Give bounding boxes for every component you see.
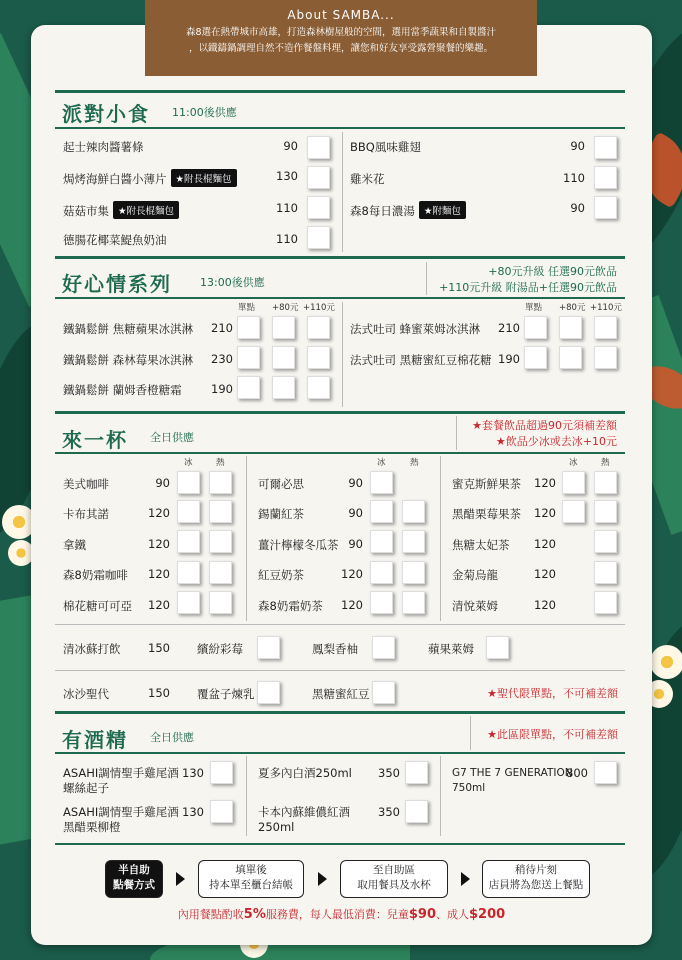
hot-checkbox[interactable] xyxy=(594,561,617,584)
hot-checkbox[interactable] xyxy=(209,561,232,584)
order-checkbox[interactable] xyxy=(405,800,428,823)
upgrade-110-checkbox[interactable] xyxy=(307,376,330,399)
smoothie-option: 覆盆子煉乳 xyxy=(197,687,255,701)
iced-checkbox[interactable] xyxy=(370,471,393,494)
order-checkbox[interactable] xyxy=(594,761,617,784)
order-checkbox[interactable] xyxy=(594,196,617,219)
menu-item: 雞米花 xyxy=(350,172,385,186)
drink-item: 錫蘭紅茶 xyxy=(258,507,304,521)
order-checkbox[interactable] xyxy=(210,761,233,784)
iced-checkbox[interactable] xyxy=(177,561,200,584)
soda-option: 鳳梨香柚 xyxy=(312,642,358,656)
alcohol-item: G7 THE 7 GENERATION 750ml xyxy=(452,767,573,794)
drink-title: 來一杯 xyxy=(62,428,128,452)
iced-checkbox[interactable] xyxy=(562,500,585,523)
step-utensils: 至自助區 取用餐具及水杯 xyxy=(340,860,448,898)
iced-checkbox[interactable] xyxy=(370,530,393,553)
menu-item: 菇菇市集 ★附長棍麵包 xyxy=(63,201,179,219)
single-checkbox[interactable] xyxy=(237,346,260,369)
iced-checkbox[interactable] xyxy=(177,530,200,553)
upgrade-110-checkbox[interactable] xyxy=(307,346,330,369)
section-divider xyxy=(55,843,625,845)
iced-checkbox[interactable] xyxy=(177,591,200,614)
drink-item: 紅豆奶茶 xyxy=(258,568,304,582)
smoothie-option: 黑糖蜜紅豆 xyxy=(312,687,370,701)
section-divider xyxy=(55,452,625,454)
hot-checkbox[interactable] xyxy=(209,471,232,494)
soda-option-checkbox[interactable] xyxy=(486,636,509,659)
hot-checkbox[interactable] xyxy=(402,591,425,614)
arrow-right-icon xyxy=(176,872,185,886)
hot-checkbox[interactable] xyxy=(594,591,617,614)
soda-option: 繽紛彩莓 xyxy=(197,642,243,656)
menu-item: 鐵鍋鬆餅 森林莓果冰淇淋 xyxy=(63,353,194,367)
section-divider xyxy=(55,90,625,93)
hot-checkbox[interactable] xyxy=(209,500,232,523)
mood-time: 13:00後供應 xyxy=(200,276,265,289)
drink-item: 黑醋栗莓果茶 xyxy=(452,507,521,521)
section-divider xyxy=(55,711,625,714)
soda-option: 蘋果萊姆 xyxy=(428,642,474,656)
upgrade-80-checkbox[interactable] xyxy=(272,376,295,399)
bread-badge: ★附長棍麵包 xyxy=(171,169,237,187)
smoothie-option-checkbox[interactable] xyxy=(257,681,280,704)
iced-checkbox[interactable] xyxy=(562,471,585,494)
hot-checkbox[interactable] xyxy=(594,500,617,523)
alcohol-item: 夏多內白酒250ml xyxy=(258,766,352,780)
alcohol-note: ★此區限單點，不可補差額 xyxy=(487,728,618,741)
menu-item: 德腸花椰菜鯷魚奶油 xyxy=(63,233,167,247)
menu-item: 法式吐司 蜂蜜萊姆冰淇淋 xyxy=(350,322,481,336)
hot-checkbox[interactable] xyxy=(402,561,425,584)
arrow-right-icon xyxy=(461,872,470,886)
menu-item: 起士辣肉醬薯條 xyxy=(63,140,144,154)
about-banner xyxy=(145,0,537,76)
soda-option-checkbox[interactable] xyxy=(257,636,280,659)
section-divider xyxy=(55,297,625,299)
drink-item: 拿鐵 xyxy=(63,538,86,552)
hot-checkbox[interactable] xyxy=(594,471,617,494)
hot-checkbox[interactable] xyxy=(402,530,425,553)
drink-time: 全日供應 xyxy=(150,431,194,444)
menu-item: BBQ風味雞翅 xyxy=(350,140,421,154)
iced-checkbox[interactable] xyxy=(177,471,200,494)
upgrade-110-checkbox[interactable] xyxy=(594,316,617,339)
section-divider xyxy=(55,752,625,754)
order-checkbox[interactable] xyxy=(307,226,330,249)
smoothie-item: 冰沙聖代 xyxy=(63,687,109,701)
ordering-method-label: 半自助 點餐方式 xyxy=(105,860,163,898)
hot-checkbox[interactable] xyxy=(594,530,617,553)
order-checkbox[interactable] xyxy=(307,136,330,159)
iced-checkbox[interactable] xyxy=(370,591,393,614)
mood-note: +80元升級 任選90元飲品 +110元升級 附湯品+任選90元飲品 xyxy=(439,265,617,294)
iced-checkbox[interactable] xyxy=(177,500,200,523)
alcohol-item: ASAHI調情聖手雞尾酒 螺絲起子 xyxy=(63,766,179,795)
drink-item: 可爾必思 xyxy=(258,477,304,491)
section-divider xyxy=(55,127,625,129)
alcohol-item: ASAHI調情聖手雞尾酒 黑醋栗柳橙 xyxy=(63,805,179,834)
alcohol-item: 卡本內蘇維儂紅酒 250ml xyxy=(258,805,350,834)
menu-item: 法式吐司 黑糖蜜紅豆棉花糖 xyxy=(350,353,492,367)
menu-item: 焗烤海鮮白醬小薄片 ★附長棍麵包 xyxy=(63,169,237,187)
alcohol-title: 有酒精 xyxy=(62,728,128,752)
smoothie-note: ★聖代限單點，不可補差額 xyxy=(487,687,618,700)
drink-item: 卡布其諾 xyxy=(63,507,109,521)
alcohol-time: 全日供應 xyxy=(150,731,194,744)
party-title: 派對小食 xyxy=(62,102,150,126)
about-line-2: ，以鐵鑄鍋調理自然不造作餐盤料理，讓您和好友享受露營聚餐的樂趣。 xyxy=(188,43,493,54)
order-checkbox[interactable] xyxy=(307,196,330,219)
single-checkbox[interactable] xyxy=(524,346,547,369)
upgrade-80-checkbox[interactable] xyxy=(272,346,295,369)
upgrade-80-checkbox[interactable] xyxy=(559,346,582,369)
drink-item: 焦糖太妃茶 xyxy=(452,538,510,552)
step-checkout: 填單後 持本單至櫃台結帳 xyxy=(198,860,304,898)
drink-item: 薑汁檸檬冬瓜茶 xyxy=(258,538,339,552)
order-checkbox[interactable] xyxy=(405,761,428,784)
section-divider xyxy=(55,256,625,259)
party-time: 11:00後供應 xyxy=(172,106,237,119)
order-checkbox[interactable] xyxy=(307,166,330,189)
drink-item: 蜜克斯鮮果茶 xyxy=(452,477,521,491)
upgrade-110-checkbox[interactable] xyxy=(594,346,617,369)
mood-title: 好心情系列 xyxy=(62,272,172,296)
smoothie-option-checkbox[interactable] xyxy=(372,681,395,704)
soda-item: 清冰蘇打飲 xyxy=(63,642,121,656)
menu-item: 鐵鍋鬆餅 焦糖蘋果冰淇淋 xyxy=(63,322,194,336)
drink-item: 棉花糖可可亞 xyxy=(63,599,132,613)
drink-item: 森8奶霜咖啡 xyxy=(63,568,128,582)
upgrade-80-checkbox[interactable] xyxy=(272,316,295,339)
order-checkbox[interactable] xyxy=(594,136,617,159)
menu-item: 森8每日濃湯 ★附麵包 xyxy=(350,201,466,219)
upgrade-80-checkbox[interactable] xyxy=(559,316,582,339)
hot-checkbox[interactable] xyxy=(209,591,232,614)
single-checkbox[interactable] xyxy=(237,316,260,339)
hot-checkbox[interactable] xyxy=(209,530,232,553)
drink-item: 清悅萊姆 xyxy=(452,599,498,613)
order-checkbox[interactable] xyxy=(210,800,233,823)
arrow-right-icon xyxy=(318,872,327,886)
about-title: About SAMBA... xyxy=(287,8,395,22)
drink-item: 金菊烏龍 xyxy=(452,568,498,582)
upgrade-110-checkbox[interactable] xyxy=(307,316,330,339)
section-divider xyxy=(55,411,625,414)
bread-badge: ★附麵包 xyxy=(419,201,466,219)
iced-checkbox[interactable] xyxy=(370,500,393,523)
bread-badge: ★附長棍麵包 xyxy=(113,201,179,219)
single-checkbox[interactable] xyxy=(524,316,547,339)
soda-option-checkbox[interactable] xyxy=(372,636,395,659)
drink-note: ★套餐飲品超過90元須補差額 ★飲品少冰或去冰+10元 xyxy=(472,419,617,448)
menu-item: 鐵鍋鬆餅 蘭姆香橙糖霜 xyxy=(63,383,182,397)
drink-item: 森8奶霜奶茶 xyxy=(258,599,323,613)
service-fee-note: 內用餐點酌收5%服務費，每人最低消費：兒童$90、成人$200 xyxy=(177,907,506,922)
order-checkbox[interactable] xyxy=(594,166,617,189)
step-serve: 稍待片刻 店員將為您送上餐點 xyxy=(482,860,590,898)
single-checkbox[interactable] xyxy=(237,376,260,399)
hot-checkbox[interactable] xyxy=(402,500,425,523)
about-line-1: 森8選在熱帶城市高雄，打造森林樹屋般的空間，選用當季蔬果和自製醬汁 xyxy=(185,27,497,38)
iced-checkbox[interactable] xyxy=(370,561,393,584)
drink-item: 美式咖啡 xyxy=(63,477,109,491)
